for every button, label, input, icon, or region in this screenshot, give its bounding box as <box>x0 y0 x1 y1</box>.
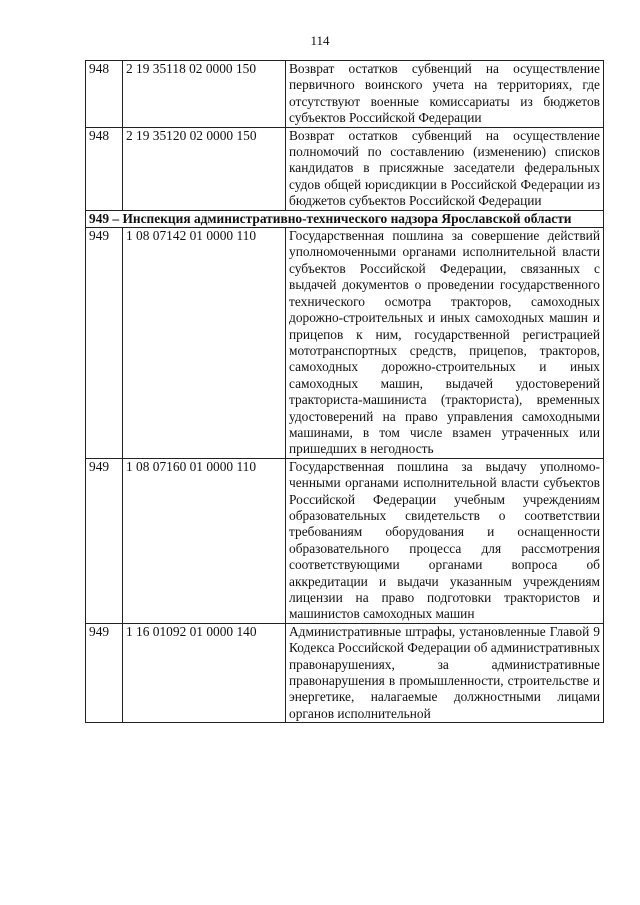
admin-code-cell: 949 <box>86 623 123 722</box>
admin-code-cell: 948 <box>86 127 123 210</box>
table-row <box>86 623 604 722</box>
admin-code-cell: 949 <box>86 228 123 459</box>
budget-code-cell: 1 08 07160 01 0000 110 <box>123 458 286 623</box>
budget-codes-table <box>85 60 604 723</box>
revenue-name-cell: Возврат остатков субвенций на осуществление полномочий по составлению (изменению) списков кандидатов в присяжные заседатели федеральных судов общей юрисдикции в Российской Федерации из бюджетов субъектов Российской Федерации <box>286 127 604 210</box>
budget-code-cell: 2 19 35118 02 0000 150 <box>123 61 286 128</box>
admin-code-cell: 949 <box>86 458 123 623</box>
table-row <box>86 61 604 128</box>
table-row <box>86 127 604 210</box>
budget-code-cell: 2 19 35120 02 0000 150 <box>123 127 286 210</box>
section-header-row <box>86 210 604 227</box>
budget-code-cell: 1 16 01092 01 0000 140 <box>123 623 286 722</box>
revenue-name-cell: Административные штрафы, установленные Главой 9 Кодекса Российской Федерации об административных правонарушениях, за административные правонарушения в промышленности, строительстве и энергетике, налагаемые должностными лицами органов исполнительной <box>286 623 604 722</box>
table-row <box>86 228 604 459</box>
revenue-name-cell: Государственная пошлина за совершение действий уполномоченными органами исполнительной власти субъектов Российской Федерации, связанных с выдачей документов о проведении государственного технического осмотра тракторов, самоходных дорожно-строительных и иных самоходных машин и прицепов к ним, государственной регистрацией мототранспортных средств, прицепов, тракторов, самоходных дорожно-строительных и иных самоходных машин, выдачей удостоверений тракториста-машиниста (тракториста), временных удостоверений на право управления самоходными машинами, в том числе взамен утраченных или пришедших в негодность <box>286 228 604 459</box>
revenue-name-cell: Государственная пошлина за выдачу уполномоченными органами исполнительной власти субъектов Российской Федерации учебным учреждениям образовательных свидетельств о соответствии требованиям оборудования и оснащенности образовательного процесса для рассмотрения соответствующими органами вопроса об аккредитации и выдачи указанным учреждениям лицензии на право подготовки трактористов и машинистов самоходных машин <box>286 458 604 623</box>
admin-code-cell: 948 <box>86 61 123 128</box>
table-row <box>86 458 604 623</box>
page-number: 114 <box>310 33 330 48</box>
section-title: 949 – Инспекция административно-технического надзора Ярославской области <box>86 210 604 227</box>
revenue-name-cell: Возврат остатков субвенций на осуществление первичного воинского учета на территориях, где отсутствуют военные комиссариаты из бюджетов субъектов Российской Федерации <box>286 61 604 128</box>
budget-code-cell: 1 08 07142 01 0000 110 <box>123 228 286 459</box>
